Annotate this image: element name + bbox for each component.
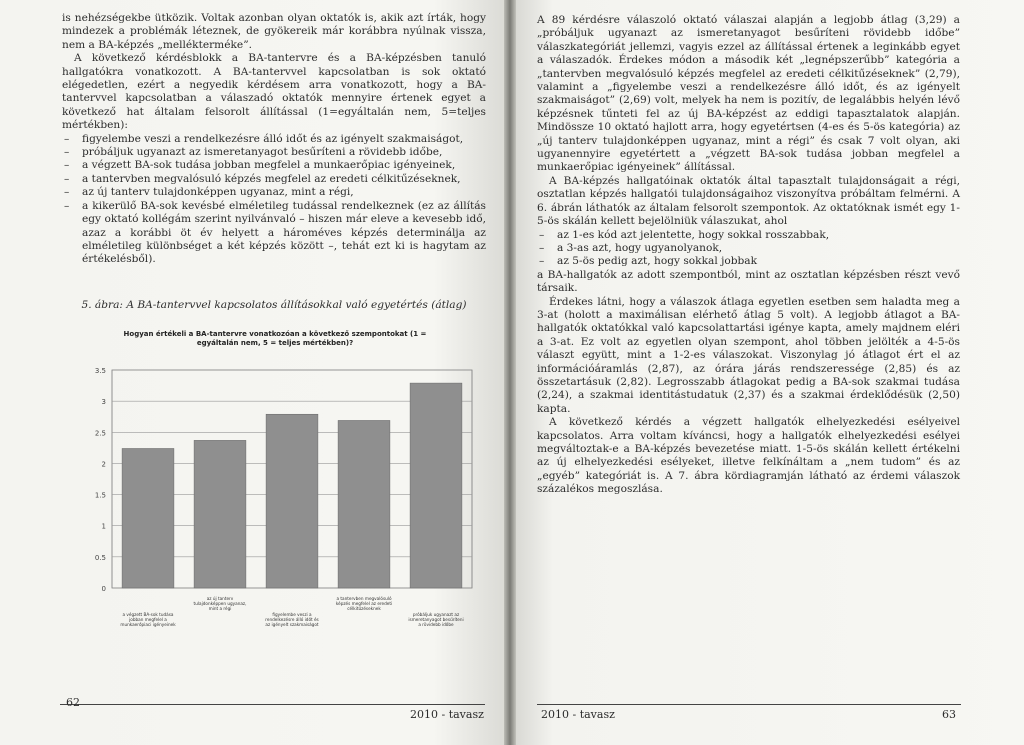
chart-bar: [122, 448, 174, 588]
chart-title: Hogyan értékeli a BA-tantervre vonatkozóan a következő szempontokat (1 = egyáltalán nem, 5 = teljes mértékben)?: [123, 330, 427, 347]
list-item: – az 5-ös pedig azt, hogy sokkal jobbak: [537, 255, 960, 268]
right-paragraph-2: A BA-képzés hallgatóinak oktatók által tapasztalt tulajdonságait a régi, osztatlan képzés hallgatói tulajdonságaihoz viszonyítva próbáltam felmérni. A 6. ábrán láthatók az általam felsorolt szempontok. Az oktatóknak ismét egy 1-5-ös skálán kellett bejelölniük válaszukat, ahol: [537, 174, 960, 228]
y-tick-label: 2: [101, 460, 106, 469]
chart-bar: [410, 383, 462, 588]
list-item: – a tantervben megvalósuló képzés megfelel az eredeti célkitűzéseknek,: [62, 173, 486, 186]
x-category-label: próbáljuk ugyanazt az ismeretanyagot besűríteni a rövidebb időbe: [408, 612, 464, 627]
list-item: – a kikerülő BA-sok kevésbé elméletileg tudással rendelkeznek (ez az állítás egy oktató kollégám szerint nyilvánvaló – hiszen már eleve a kevesebb idő, azaz a korábbi öt év helyett a hároméves képzés determinálja az elméletileg különbséget a két képzés között –, tehát ezt ki is hagytam az értékelésből).: [62, 200, 486, 267]
figure-caption: 5. ábra: A BA-tantervvel kapcsolatos állításokkal való egyetértés (átlag): [81, 299, 467, 311]
left-page-text: [62, 12, 486, 267]
right-paragraph-4: Érdekes látni, hogy a válaszok átlaga egyetlen esetben sem haladta meg a 3-at (holott a maximálisan elérhető átlag 5 volt). A legjobb átlagot a BA-hallgatók oktatókkal való kapcsolattartási igénye kapta, amely majdnem eléri a 3-at. Ez volt az egyetlen olyan szempont, ahol többen jelölték a 4-5-ös választ együtt, mint a 1-2-es válaszokat. Viszonylag jó átlagot ért el az információáramlás (2,87), az órára járás rendszeressége (2,85) és az összetartásuk (2,82). Legrosszabb átlagokat pedig a BA-sok szakmai tudása (2,24), a szakmai identitástudatuk (2,37) és a szakmai érdeklődésük (2,50) kapta.: [537, 295, 960, 415]
right-journal-name: 2010 - tavasz: [541, 708, 615, 721]
y-tick-label: 1.5: [94, 491, 106, 500]
y-tick-label: 0: [101, 585, 106, 593]
list-item: – figyelembe veszi a rendelkezésre álló időt és az igényelt szakmaiságot,: [62, 133, 486, 146]
y-tick-label: 3: [101, 398, 106, 407]
right-footer-rule: [537, 704, 961, 705]
y-tick-label: 2.5: [94, 429, 106, 438]
left-paragraph-1: is nehézségekbe ütközik. Voltak azonban olyan oktatók is, akik azt írták, hogy mindezek a problémák léteznek, de gyökereik már korábbra nyúlnak vissza, nem a BA-képzés „mellékterméke”.: [62, 12, 486, 51]
x-category-label: figyelembe veszi a rendelkezésre álló időt és az igényelt szakmaiságot: [265, 612, 319, 627]
list-item: – a 3-as azt, hogy ugyanolyanok,: [537, 242, 960, 255]
list-item: – a végzett BA-sok tudása jobban megfelel a munkaerőpiac igényeinek,: [62, 159, 486, 172]
left-paragraph-2: A következő kérdésblokk a BA-tantervre és a BA-képzésben tanuló hallgatókra vonatkozott. A BA-tantervvel kapcsolatban is sok oktató elégedetlen, ezért a negyedik kérdésem arra vonatkozott, hogy a BA-tantervvel kapcsolatban a válaszadó oktatók mennyire értenek egyet a következő hat általam felsorolt állítással (1=egyáltalán nem, 5=teljes mértékben):: [62, 52, 486, 132]
list-item: – próbáljuk ugyanazt az ismeretanyagot besűríteni a rövidebb időbe,: [62, 146, 486, 159]
chart-bar: [194, 440, 246, 588]
list-item: – az új tanterv tulajdonképpen ugyanaz, mint a régi,: [62, 186, 486, 199]
y-tick-label: 3.5: [94, 367, 106, 375]
left-statement-list: [62, 133, 486, 267]
y-tick-label: 1: [101, 522, 106, 531]
left-page-number: 62: [66, 696, 80, 709]
chart-bar: [266, 414, 318, 588]
x-category-label: a tantervben megvalósuló képzés megfelel az eredeti célkitűzéseknek: [335, 596, 393, 611]
x-category-label: a végzett BA-sok tudása jobban megfelel a munkaerőpiaci igényeinek: [120, 612, 176, 627]
left-footer-rule: [60, 704, 485, 705]
y-tick-label: 0.5: [94, 553, 106, 562]
chart-bar: [338, 420, 390, 588]
right-page-number: 63: [942, 708, 956, 721]
right-scale-list: [537, 229, 960, 269]
right-page-text: [537, 14, 960, 497]
left-journal-name: 2010 - tavasz: [410, 708, 484, 721]
right-paragraph-1: A 89 kérdésre válaszoló oktató válaszai alapján a legjobb átlag (3,29) a „próbáljuk ugyanazt az ismeretanyagot besűríteni rövidebb időbe” válaszkategóriát jellemzi, vagyis ezzel az állítással értenek a leginkább egyet a válaszadók. Érdekes módon a második két „legnépszerűbb” kategória a „tantervben megvalósuló képzés megfelel az eredeti célkitűzéseknek” (2,79), valamint a „figyelembe veszi a rendelkezésre álló időt, és az igényelt szakmaiságot” (2,69) volt, melyek ha nem is pozitív, de legalábbis helyén lévő képzésnek tűnteti fel az új BA-képzést az eddigi tapasztalatok alapján. Mindössze 10 oktató hajlott arra, hogy egyetértsen (4-es és 5-ös kategória) az „új tanterv tulajdonképpen ugyanaz, mint a régi” és csak 7 volt olyan, aki ugyanennyire egyetértett a „végzett BA-sok tudása jobban megfelel a munkaerőpiac igényeinek” állítással.: [537, 14, 960, 174]
list-item: – az 1-es kód azt jelentette, hogy sokkal rosszabbak,: [537, 229, 960, 242]
bar-chart: [82, 358, 487, 648]
right-paragraph-5: A következő kérdés a végzett hallgatók elhelyezkedési esélyeivel kapcsolatos. Arra voltam kíváncsi, hogy a hallgatók elhelyezkedési esélyei megváltoztak-e a BA-képzés bevezetése miatt. 1-5-ös skálán kellett értékelni az új elhelyezkedési esélyeket, illetve felkínáltam a „nem tudom” és az „egyéb” kategóriát is. A 7. ábra kördiagramján látható az érdemi válaszok százalékos megoszlása.: [537, 416, 960, 496]
right-paragraph-3: a BA-hallgatók az adott szempontból, mint az osztatlan képzésben részt vevő társaik.: [537, 268, 960, 295]
x-category-label: az új tanterv tulajdonképpen ugyanaz, mint a régi: [193, 596, 247, 611]
book-gutter: [504, 0, 516, 745]
